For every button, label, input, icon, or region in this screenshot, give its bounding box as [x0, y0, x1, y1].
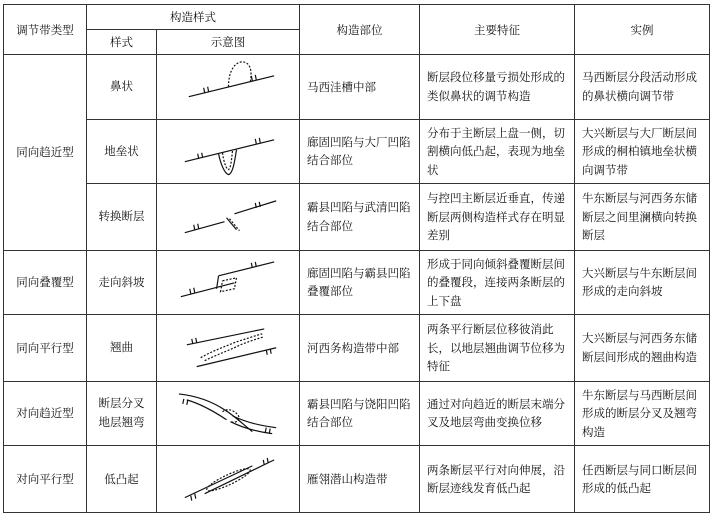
relay-ramp-diagram-icon: [157, 251, 299, 315]
diagram-cell: [157, 315, 300, 382]
header-example: 实例: [575, 5, 710, 55]
location-cell: 廊固凹陷与大厂凹陷结合部位: [300, 119, 420, 184]
diagram-cell: [157, 446, 300, 513]
features-cell: 形成于同向倾斜叠覆断层间的叠覆段，连接两条断层的上下盘: [420, 250, 575, 315]
header-location: 构造部位: [300, 5, 420, 55]
location-cell: 马西洼槽中部: [300, 55, 420, 120]
type-cell: 同向平行型: [4, 315, 87, 382]
features-cell: 断层段位移量亏损处形成的类似鼻状的调节构造: [420, 55, 575, 120]
style-cell: 转换断层: [87, 184, 157, 251]
type-cell: 同向叠覆型: [4, 250, 87, 315]
table-row: [4, 250, 710, 315]
fault-bifurcation-diagram-icon: [157, 382, 299, 446]
header-type: 调节带类型: [4, 5, 87, 55]
style-line: 断层分叉: [98, 396, 145, 411]
location-cell: 廊固凹陷与霸县凹陷叠覆部位: [300, 250, 420, 315]
style-line: 地层翘弯: [98, 415, 145, 430]
header-style: 样式: [87, 30, 157, 55]
style-cell: 低凸起: [87, 446, 157, 513]
features-cell: 与控凹主断层近垂直，传递断层两侧构造样式存在明显差别: [420, 184, 575, 251]
example-cell: 大兴断层与牛东断层间形成的走向斜坡: [575, 250, 710, 315]
example-cell: 牛东断层与河西务东储断层之间里澜横向转换断层: [575, 184, 710, 251]
location-cell: 雁翎潜山构造带: [300, 446, 420, 513]
type-cell: 对向趋近型: [4, 381, 87, 446]
example-cell: 大兴断层与大厂断层间形成的桐柏镇地垒状横向调节带: [575, 119, 710, 184]
table-row: [4, 55, 710, 120]
features-cell: 两条平行断层位移彼消此长，以地层翘曲调节位移为特征: [420, 315, 575, 382]
features-cell: 分布于主断层上盘一侧，切割横向低凸起，表现为地垒状: [420, 119, 575, 184]
table-row: [4, 315, 710, 382]
structure-table: [3, 4, 710, 513]
horst-diagram-icon: [157, 120, 299, 184]
nose-structure-diagram-icon: [157, 55, 299, 119]
location-cell: 霸县凹陷与饶阳凹陷结合部位: [300, 381, 420, 446]
transfer-fault-diagram-icon: [157, 184, 299, 250]
header-features: 主要特征: [420, 5, 575, 55]
features-cell: 两条断层平行对向伸展，沿断层迹线发育低凸起: [420, 446, 575, 513]
location-cell: 河西务构造带中部: [300, 315, 420, 382]
example-cell: 大兴断层与河西务东储断层间形成的翘曲构造: [575, 315, 710, 382]
diagram-cell: [157, 119, 300, 184]
location-cell: 霸县凹陷与武清凹陷结合部位: [300, 184, 420, 251]
table-row: [4, 184, 710, 251]
table-row: [4, 446, 710, 513]
diagram-cell: [157, 381, 300, 446]
diagram-cell: [157, 184, 300, 251]
low-uplift-diagram-icon: [157, 446, 299, 512]
example-cell: 牛东断层与马西断层间形成的断层分叉及翘弯构造: [575, 381, 710, 446]
features-cell: 通过对向趋近的断层末端分叉及地层弯曲变换位移: [420, 381, 575, 446]
style-cell: 鼻状: [87, 55, 157, 120]
style-cell: [87, 381, 157, 446]
table-row: [4, 119, 710, 184]
type-cell: 同向趋近型: [4, 55, 87, 251]
style-cell: 翘曲: [87, 315, 157, 382]
style-cell: 走向斜坡: [87, 250, 157, 315]
example-cell: 马西断层分段活动形成的鼻状横向调节带: [575, 55, 710, 120]
header-row-1: [4, 5, 710, 30]
diagram-cell: [157, 55, 300, 120]
warp-diagram-icon: [157, 315, 299, 381]
type-cell: 对向平行型: [4, 446, 87, 513]
header-diagram: 示意图: [157, 30, 300, 55]
header-style-group: 构造样式: [87, 5, 300, 30]
diagram-cell: [157, 250, 300, 315]
table-row: [4, 381, 710, 446]
example-cell: 任西断层与同口断层间形成的低凸起: [575, 446, 710, 513]
style-cell: 地垒状: [87, 119, 157, 184]
